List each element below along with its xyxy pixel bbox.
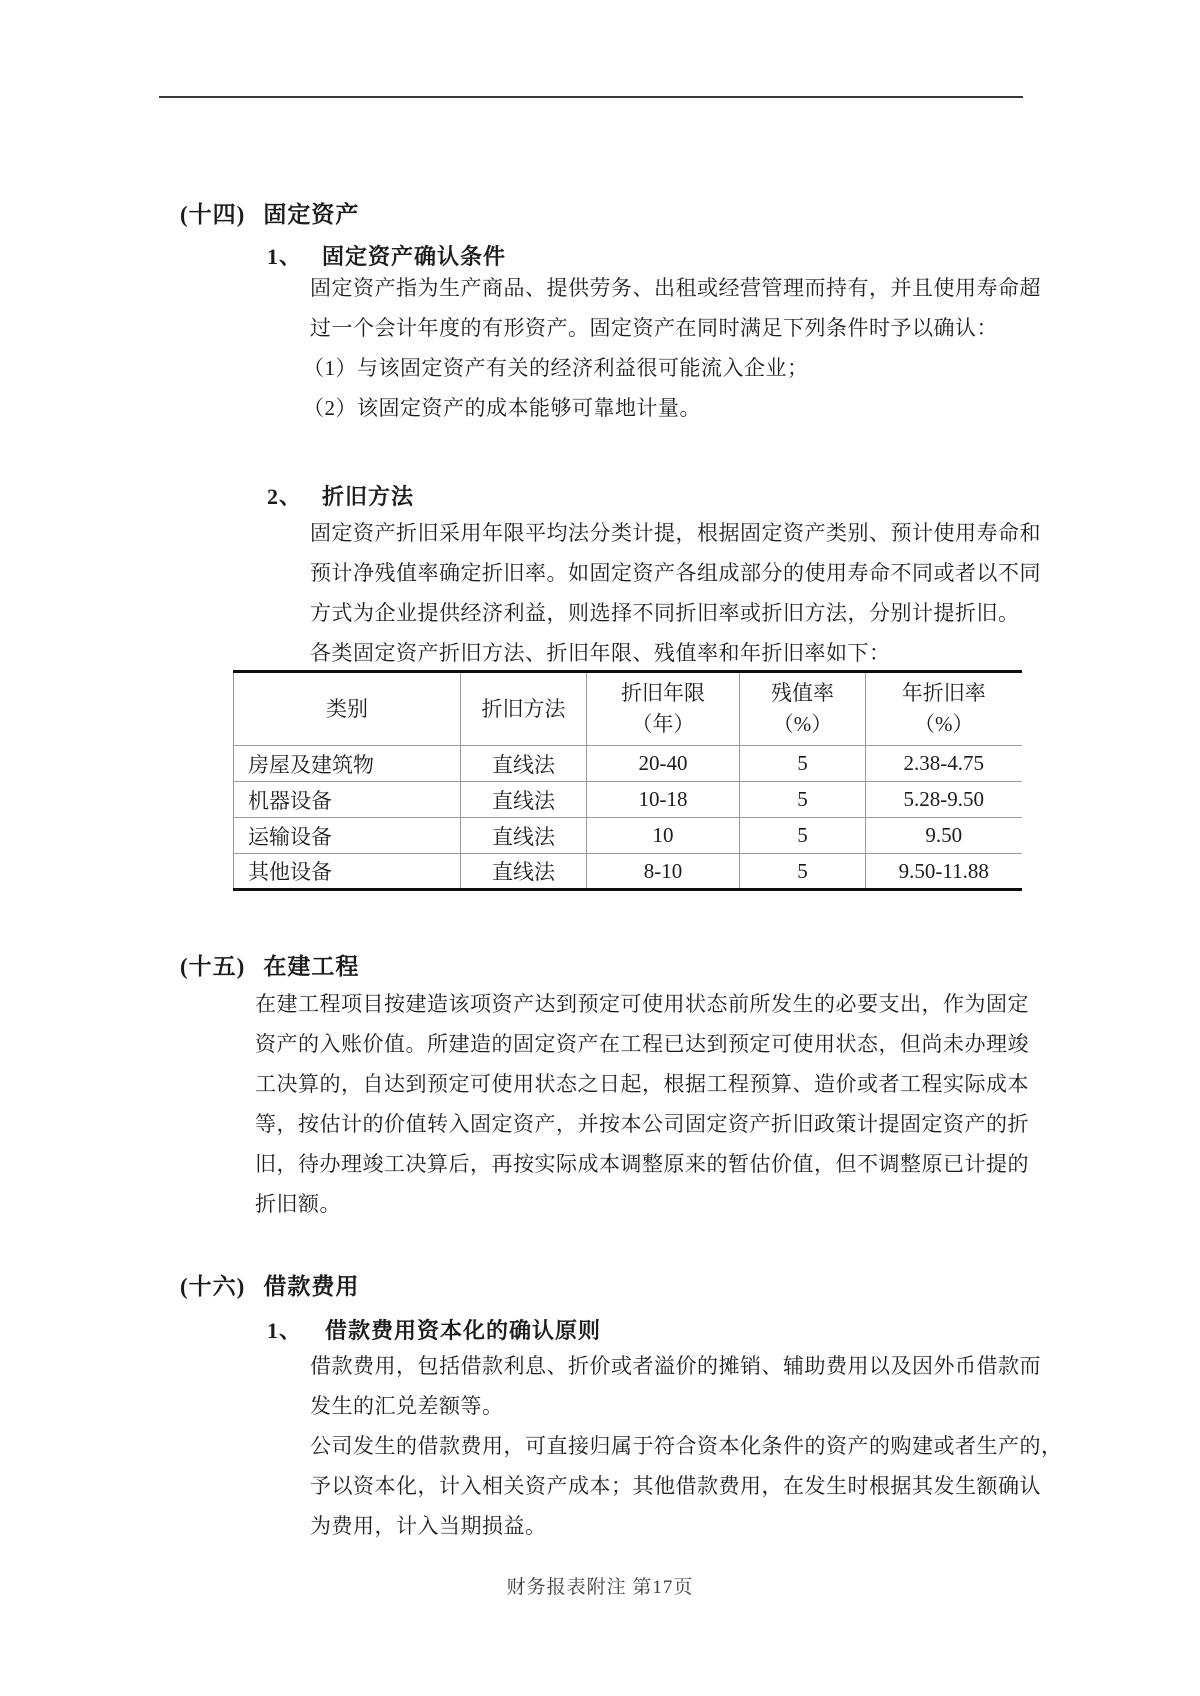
section-15-heading: [180, 948, 359, 981]
header-unit: （年）: [631, 712, 695, 736]
cell-category: 其他设备: [234, 854, 461, 890]
section-16-title: 借款费用: [263, 1274, 360, 1299]
table-row: [234, 782, 1022, 818]
cell-annual-rate: 9.50: [866, 818, 1022, 854]
paragraph-line: 旧，待办理竣工决算后，再按实际成本调整原来的暂估价值，但不调整原已计提的: [255, 1152, 1029, 1176]
depreciation-table: [233, 670, 1022, 891]
cell-residual: 5: [740, 818, 866, 854]
cell-years: 10-18: [587, 782, 740, 818]
paragraph-line: 予以资本化，计入相关资产成本；其他借款费用，在发生时根据其发生额确认: [310, 1474, 1041, 1498]
cell-years: 10: [587, 818, 740, 854]
cell-category: 运输设备: [234, 818, 461, 854]
item-14-1-conditions: [303, 348, 809, 428]
condition-line: （1）与该固定资产有关的经济利益很可能流入企业；: [303, 356, 809, 380]
cell-method: 直线法: [461, 818, 587, 854]
header-cell-method: [461, 672, 587, 746]
item-14-1-number: 1、: [267, 244, 303, 269]
cell-years: 20-40: [587, 746, 740, 782]
cell-method: 直线法: [461, 746, 587, 782]
paragraph-line: 工决算的，自达到预定可使用状态之日起，根据工程预算、造价或者工程实际成本: [255, 1072, 1029, 1096]
item-14-2-paragraph: [310, 513, 1041, 633]
cell-annual-rate: 5.28-9.50: [866, 782, 1022, 818]
paragraph-line: 在建工程项目按建造该项资产达到预定可使用状态前所发生的必要支出，作为固定: [255, 992, 1029, 1016]
header-text: 年折旧率: [901, 681, 986, 705]
header-unit: （%）: [914, 712, 974, 736]
cell-residual: 5: [740, 854, 866, 890]
section-14-label: (十四): [180, 202, 246, 227]
cell-annual-rate: 9.50-11.88: [866, 854, 1022, 890]
cell-years: 8-10: [587, 854, 740, 890]
cell-category: 房屋及建筑物: [234, 746, 461, 782]
cell-method: 直线法: [461, 782, 587, 818]
header-text: 折旧方法: [481, 696, 566, 721]
cell-annual-rate: 2.38-4.75: [866, 746, 1022, 782]
item-16-1-number: 1、: [267, 1318, 303, 1343]
section-15-title: 在建工程: [263, 954, 360, 979]
header-cell-residual: [740, 672, 866, 746]
header-text: 残值率: [771, 681, 834, 705]
paragraph-line: 固定资产指为生产商品、提供劳务、出租或经营管理而持有，并且使用寿命超: [310, 276, 1041, 300]
table-row: [234, 854, 1022, 890]
item-14-1-title: 固定资产确认条件: [322, 244, 507, 269]
header-cell-category: [234, 672, 461, 746]
cell-category: 机器设备: [234, 782, 461, 818]
header-cell-years: [587, 672, 740, 746]
paragraph-line: 为费用，计入当期损益。: [310, 1514, 547, 1538]
paragraph-line: 折旧额。: [255, 1192, 341, 1216]
paragraph-line: 借款费用，包括借款利息、折价或者溢价的摊销、辅助费用以及因外币借款而: [310, 1354, 1041, 1378]
paragraph-line: 资产的入账价值。所建造的固定资产在工程已达到预定可使用状态，但尚未办理竣: [255, 1032, 1029, 1056]
header-unit: （%）: [772, 712, 833, 736]
paragraph-line: 发生的汇兑差额等。: [310, 1394, 504, 1418]
paragraph-line: 固定资产折旧采用年限平均法分类计提，根据固定资产类别、预计使用寿命和: [310, 521, 1041, 545]
condition-line: （2）该固定资产的成本能够可靠地计量。: [303, 396, 701, 420]
item-16-1-paragraph: [310, 1346, 1063, 1546]
section-14-heading: [180, 196, 359, 229]
section-15-paragraph: [255, 984, 1029, 1224]
table-row: [234, 746, 1022, 782]
header-text: 折旧年限: [621, 681, 705, 705]
paragraph-line: 预计净残值率确定折旧率。如固定资产各组成部分的使用寿命不同或者以不同: [310, 561, 1041, 585]
table-header-row: [234, 672, 1022, 746]
paragraph-line: 等，按估计的价值转入固定资产，并按本公司固定资产折旧政策计提固定资产的折: [255, 1112, 1029, 1136]
cell-residual: 5: [740, 746, 866, 782]
header-rule: [159, 96, 1023, 98]
paragraph-line: 方式为企业提供经济利益，则选择不同折旧率或折旧方法，分别计提折旧。: [310, 601, 1020, 625]
item-14-1-paragraph: [310, 268, 1041, 348]
paragraph-line: 公司发生的借款费用，可直接归属于符合资本化条件的资产的购建或者生产的，: [310, 1434, 1063, 1458]
item-14-2-number: 2、: [267, 484, 303, 509]
paragraph-line: 过一个会计年度的有形资产。固定资产在同时满足下列条件时予以确认：: [310, 316, 998, 340]
table-row: [234, 818, 1022, 854]
item-14-2-title: 折旧方法: [322, 484, 415, 509]
cell-residual: 5: [740, 782, 866, 818]
page-footer: 财务报表附注 第17页: [506, 1577, 694, 1598]
section-16-heading: [180, 1268, 359, 1301]
section-16-label: (十六): [180, 1274, 246, 1299]
table-intro-line: 各类固定资产折旧方法、折旧年限、残值率和年折旧率如下：: [310, 641, 891, 665]
header-text: 类别: [326, 696, 368, 721]
cell-method: 直线法: [461, 854, 587, 890]
item-16-1-title: 借款费用资本化的确认原则: [325, 1318, 602, 1343]
section-15-label: (十五): [180, 954, 246, 979]
header-cell-annual-rate: [866, 672, 1022, 746]
section-14-title: 固定资产: [263, 202, 360, 227]
